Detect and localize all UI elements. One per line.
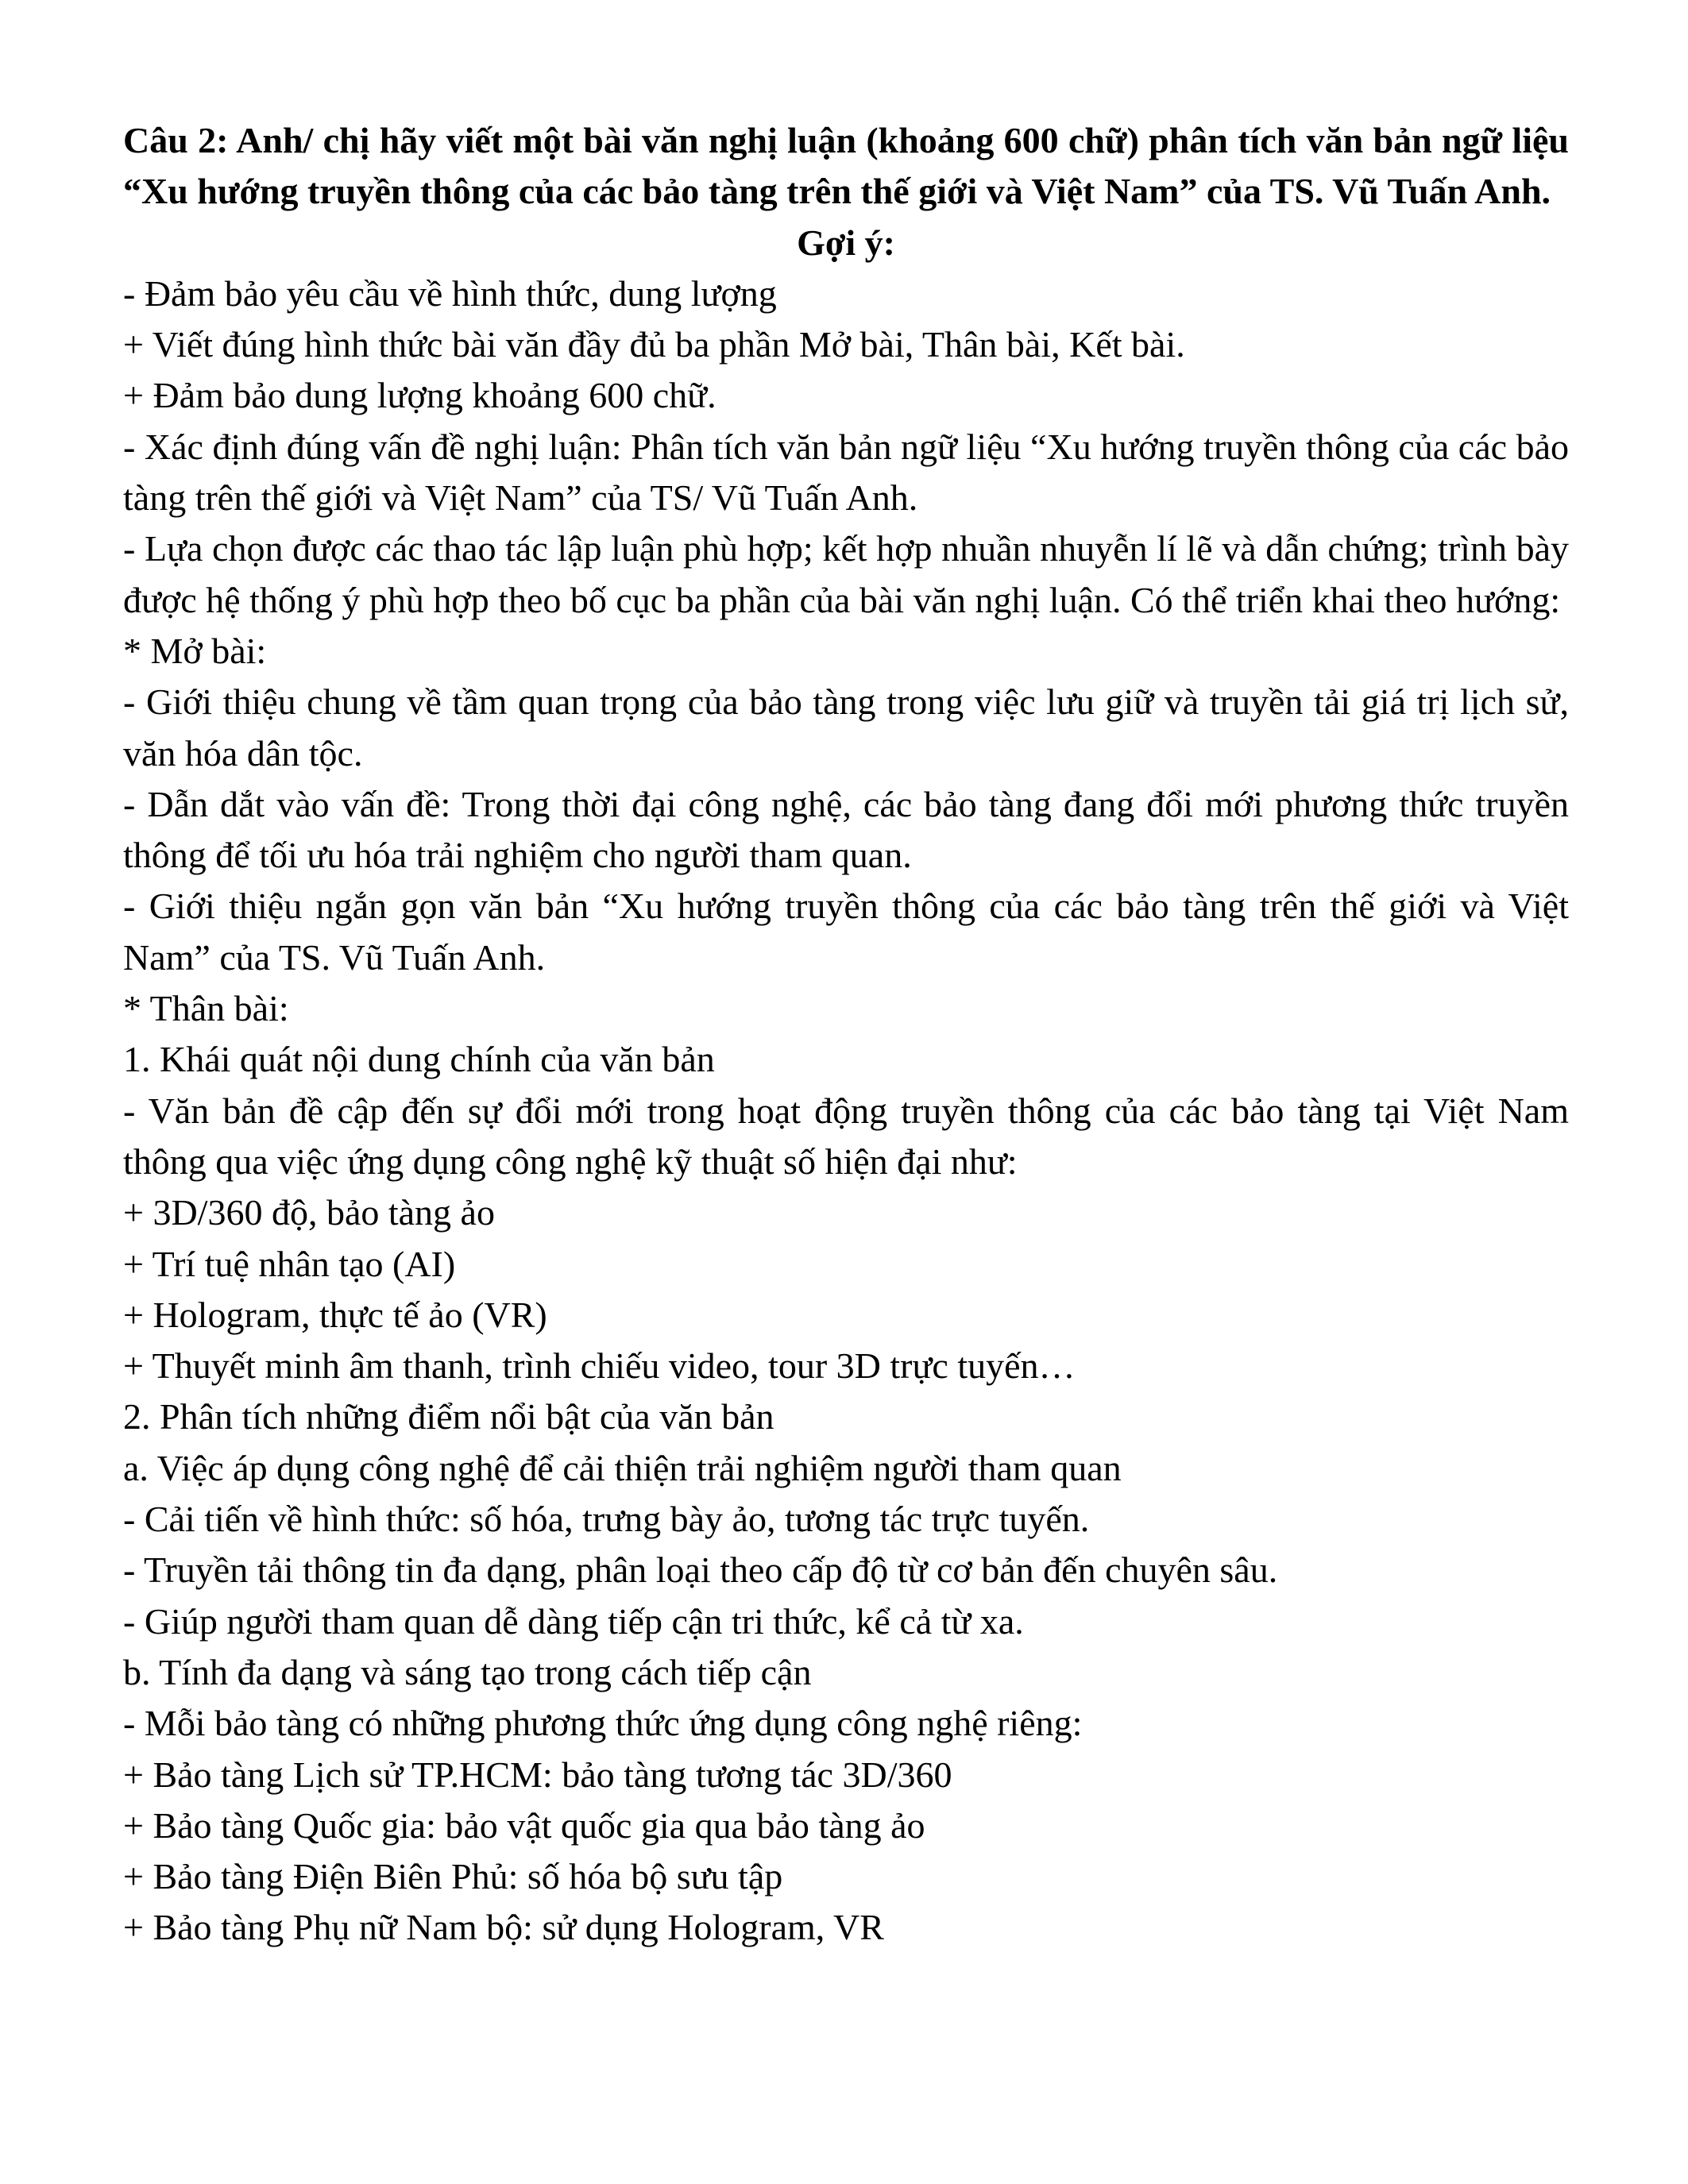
text-line: + Viết đúng hình thức bài văn đầy đủ ba phần Mở bài, Thân bài, Kết bài. (123, 324, 1185, 365)
text-line: - Lựa chọn được các thao tác lập luận phù hợp; kết hợp nhuần nhuyễn lí lẽ và dẫn chứng; trình bày được hệ thống ý phù hợp theo bố cục ba phần của bài văn nghị luận. Có thể triển khai theo hướng: (123, 528, 1569, 620)
text-line: - Mỗi bảo tàng có những phương thức ứng dụng công nghệ riêng: (123, 1703, 1083, 1744)
text-line: - Giới thiệu ngắn gọn văn bản “Xu hướng truyền thông của các bảo tàng trên thế giới và Việt Nam” của TS. Vũ Tuấn Anh. (123, 886, 1569, 978)
text-line: - Giới thiệu chung về tầm quan trọng của bảo tàng trong việc lưu giữ và truyền tải giá trị lịch sử, văn hóa dân tộc. (123, 681, 1569, 774)
text-line: - Truyền tải thông tin đa dạng, phân loại theo cấp độ từ cơ bản đến chuyên sâu. (123, 1549, 1278, 1591)
list-item: + Bảo tàng Quốc gia: bảo vật quốc gia qua bảo tàng ảo (123, 1804, 925, 1846)
text-line: + Đảm bảo dung lượng khoảng 600 chữ. (123, 375, 717, 416)
text-line: - Xác định đúng vấn đề nghị luận: Phân tích văn bản ngữ liệu “Xu hướng truyền thông của các bảo tàng trên thế giới và Việt Nam” của TS/ Vũ Tuấn Anh. (123, 426, 1569, 519)
list-item: + 3D/360 độ, bảo tàng ảo (123, 1192, 495, 1233)
text-line: - Dẫn dắt vào vấn đề: Trong thời đại công nghệ, các bảo tàng đang đổi mới phương thức truyền thông để tối ưu hóa trải nghiệm cho người tham quan. (123, 783, 1569, 876)
section-heading-body: * Thân bài: (123, 988, 289, 1029)
text-line: - Đảm bảo yêu cầu về hình thức, dung lượng (123, 272, 777, 314)
text-line: a. Việc áp dụng công nghệ để cải thiện trải nghiệm người tham quan (123, 1447, 1122, 1488)
hint-title: Gợi ý: (797, 222, 895, 263)
list-item: + Trí tuệ nhân tạo (AI) (123, 1243, 456, 1284)
text-line: - Giúp người tham quan dễ dàng tiếp cận tri thức, kể cả từ xa. (123, 1600, 1024, 1642)
question-heading: Câu 2: Anh/ chị hãy viết một bài văn nghị luận (khoảng 600 chữ) phân tích văn bản ngữ liệu “Xu hướng truyền thông của các bảo tàng trên thế giới và Việt Nam” của TS. Vũ Tuấn Anh. (123, 120, 1569, 212)
list-item: + Bảo tàng Phụ nữ Nam bộ: sử dụng Hologram, VR (123, 1907, 884, 1948)
text-line: b. Tính đa dạng và sáng tạo trong cách tiếp cận (123, 1651, 812, 1692)
list-item: + Hologram, thực tế ảo (VR) (123, 1294, 547, 1335)
list-item: + Thuyết minh âm thanh, trình chiếu video, tour 3D trực tuyến… (123, 1345, 1076, 1387)
text-line: - Cải tiến về hình thức: số hóa, trưng bày ảo, tương tác trực tuyến. (123, 1499, 1090, 1540)
document-page (123, 115, 1569, 1954)
list-item: + Bảo tàng Điện Biên Phủ: số hóa bộ sưu tập (123, 1856, 783, 1897)
text-line: 2. Phân tích những điểm nổi bật của văn bản (123, 1396, 774, 1437)
text-line: 1. Khái quát nội dung chính của văn bản (123, 1039, 715, 1080)
text-line: - Văn bản đề cập đến sự đổi mới trong hoạt động truyền thông của các bảo tàng tại Việt Nam thông qua việc ứng dụng công nghệ kỹ thuật số hiện đại như: (123, 1090, 1569, 1182)
list-item: + Bảo tàng Lịch sử TP.HCM: bảo tàng tương tác 3D/360 (123, 1754, 952, 1795)
section-heading-intro: * Mở bài: (123, 630, 267, 671)
